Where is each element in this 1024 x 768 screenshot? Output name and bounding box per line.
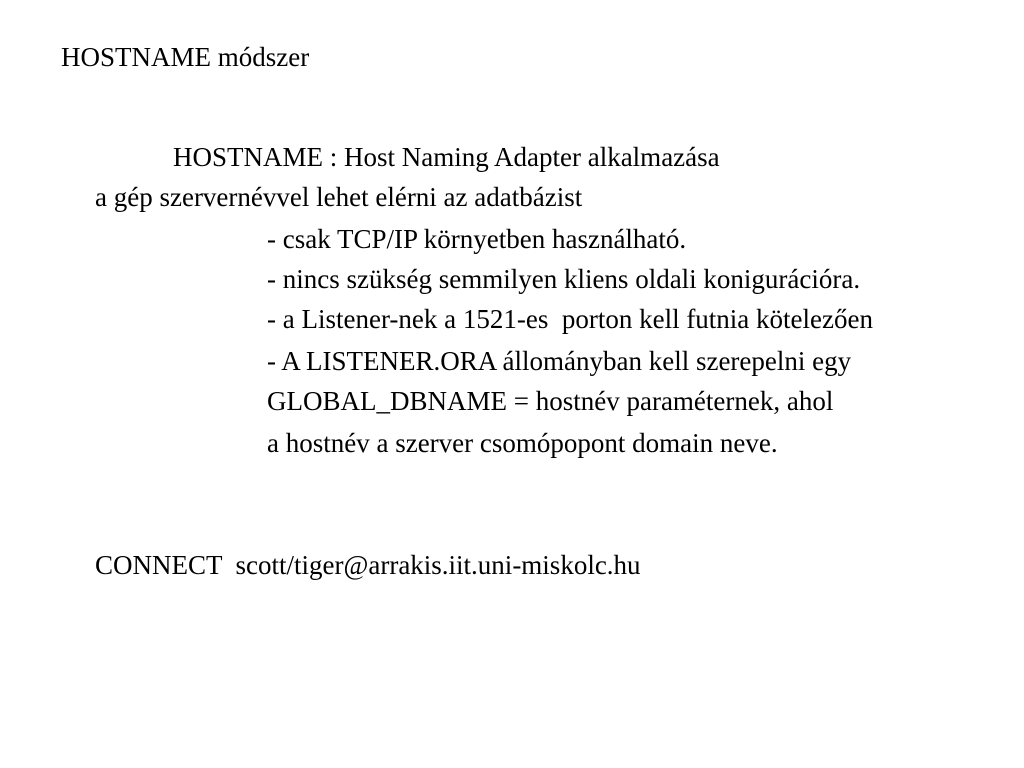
slide-title: HOSTNAME módszer	[61, 42, 310, 72]
bullet-line: - A LISTENER.ORA állományban kell szerepelni egy	[267, 346, 852, 376]
connect-example: CONNECT scott/tiger@arrakis.iit.uni-miskolc.hu	[95, 550, 641, 580]
bullet-line: a hostnév a szerver csomópopont domain neve.	[267, 428, 778, 458]
bullet-line: GLOBAL_DBNAME = hostnév paraméternek, ahol	[267, 386, 834, 416]
bullet-line: - csak TCP/IP környetben használható.	[267, 224, 687, 254]
bullet-line: - nincs szükség semmilyen kliens oldali konigurációra.	[267, 264, 861, 294]
intro-text: a gép szervernévvel lehet elérni az adatbázist	[95, 182, 583, 212]
bullet-line: - a Listener-nek a 1521-es porton kell futnia kötelezően	[267, 304, 873, 334]
slide-heading: HOSTNAME : Host Naming Adapter alkalmazása	[173, 142, 720, 172]
